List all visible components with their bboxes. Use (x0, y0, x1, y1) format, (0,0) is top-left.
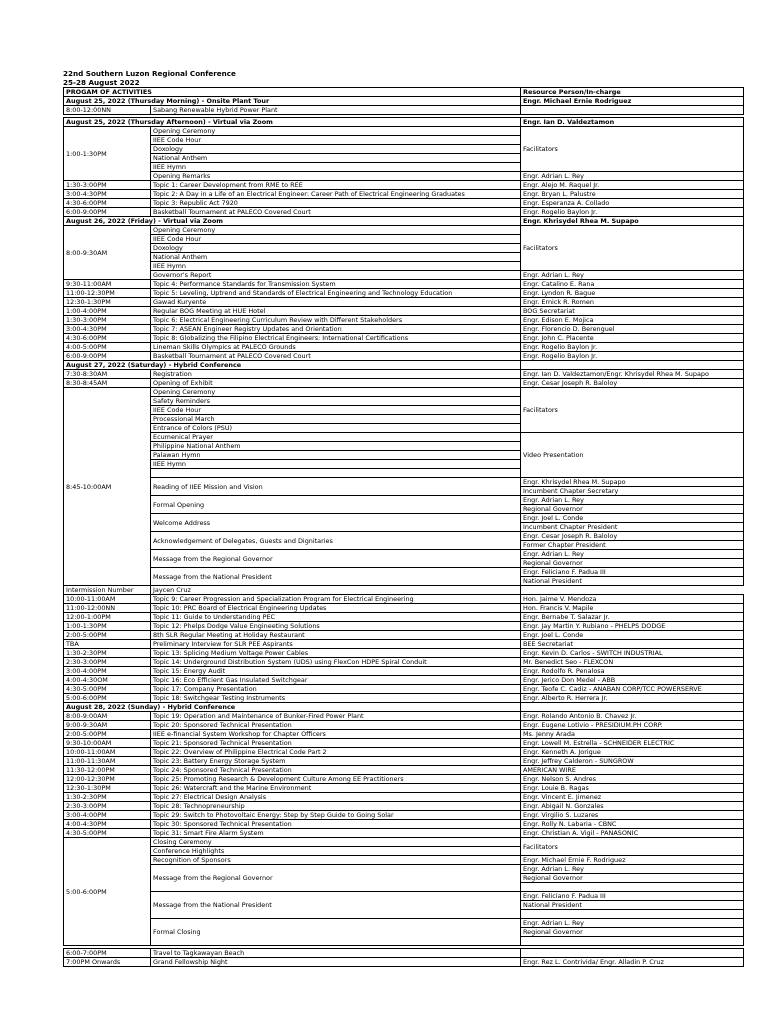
table-row (64, 316, 744, 325)
table-row (64, 343, 744, 352)
time-cell: 12:30-1:30PM (64, 784, 151, 793)
resource-person-cell: Engr. Rodolfo R. Penalosa (521, 667, 744, 676)
table-row (64, 568, 744, 577)
section-person: Engr. Michael Ernie Rodriguez (521, 97, 744, 106)
activity-cell: National Anthem (151, 154, 521, 163)
resource-person-cell: Engr. Bryan L. Palustre (521, 190, 744, 199)
table-row (64, 802, 744, 811)
activity-cell: IIEE e-financial System Workshop for Chapter Officers (151, 730, 521, 739)
activity-cell: Message from the Regional Governor (151, 865, 521, 892)
section-person (521, 703, 744, 712)
time-cell: 6:00-7:00PM (64, 949, 151, 958)
section-label: August 28, 2022 (Sunday) - Hybrid Conference (64, 703, 521, 712)
resource-person-cell: BEE Secretariat (521, 640, 744, 649)
table-row (64, 829, 744, 838)
resource-person-cell: Ms. Jenny Arada (521, 730, 744, 739)
resource-person-cell (521, 937, 744, 946)
activity-cell: Topic 8: Globalizing the Filipino Electrical Engineers: International Certifications (151, 334, 521, 343)
activity-cell: Topic 23: Battery Energy Storage System (151, 757, 521, 766)
activity-cell: Topic 9: Career Progression and Specialization Program for Electrical Engineering (151, 595, 521, 604)
table-row (64, 622, 744, 631)
time-cell: 11:00-12:30PM (64, 289, 151, 298)
time-cell: 1:30-2:30PM (64, 649, 151, 658)
resource-person-cell: Engr. Jay Martin Y. Rubiano - PHELPS DODGE (521, 622, 744, 631)
table-row (64, 379, 744, 388)
resource-person-cell: Engr. Adrian L. Rey (521, 271, 744, 280)
table-row (64, 478, 744, 487)
activity-cell: Message from the Regional Governor (151, 550, 521, 568)
resource-person-cell: Engr. Teofe C. Cadiz - ANABAN CORP/TCC POWERSERVE (521, 685, 744, 694)
resource-person-cell: Mr. Benedict Seo - FLEXCON (521, 658, 744, 667)
table-row (64, 208, 744, 217)
resource-person-cell: Engr. Eugene Lotivio - PRESIDIUM.PH CORP. (521, 721, 744, 730)
resource-person-cell: Engr. Jerico Don Medel - ABB (521, 676, 744, 685)
activity-cell: Topic 4: Performance Standards for Transmission System (151, 280, 521, 289)
table-row (64, 550, 744, 559)
section-label: August 27, 2022 (Saturday) - Hybrid Conference (64, 361, 521, 370)
resource-person-cell: Engr. Esperanza A. Collado (521, 199, 744, 208)
time-cell: 2:00-5:00PM (64, 631, 151, 640)
resource-person-cell: Facilitators (521, 226, 744, 271)
resource-person-cell: Engr. Adrian L. Rey (521, 172, 744, 181)
activity-cell: Lineman Skills Olympics at PALECO Grounds (151, 343, 521, 352)
activity-cell: Topic 22: Overview of Philippine Electrical Code Part 2 (151, 748, 521, 757)
activity-cell: IIEE Code Hour (151, 136, 521, 145)
time-cell: 6:00-9:00PM (64, 352, 151, 361)
resource-person-cell: Regional Governor (521, 874, 744, 883)
activity-cell: Travel to Tagkawayan Beach (151, 949, 521, 958)
resource-person-cell (521, 910, 744, 919)
time-cell: 1:00-1:30PM (64, 622, 151, 631)
activity-cell: Topic 25: Promoting Research & Development Culture Among EE Practitioners (151, 775, 521, 784)
resource-person-cell: Engr. Edison E. Mojica (521, 316, 744, 325)
time-cell: 4:30-6:00PM (64, 334, 151, 343)
resource-person-cell: Hon. Francis V. Mapile (521, 604, 744, 613)
resource-person-cell: Engr. Christian A. Vigil - PANASONIC (521, 829, 744, 838)
resource-person-cell: Engr. Rolly N. Labaria - CBNC (521, 820, 744, 829)
activity-cell: IIEE Hymn (151, 460, 521, 469)
activity-cell: Governor's Report (151, 271, 521, 280)
activity-cell: Doxology (151, 145, 521, 154)
table-row (64, 820, 744, 829)
time-cell: 7:30-8:30AM (64, 370, 151, 379)
table-row (64, 199, 744, 208)
resource-person-cell: Engr. Rez L. Contrivida/ Engr. Alladin P. Cruz (521, 958, 744, 967)
activity-cell: Reading of IIEE Mission and Vision (151, 478, 521, 496)
resource-person-cell: Engr. Rogelio Baylon Jr. (521, 208, 744, 217)
activity-cell: Opening Ceremony (151, 388, 521, 397)
resource-person-cell: Engr. Joel L. Conde (521, 514, 744, 523)
table-row (64, 793, 744, 802)
table-row (64, 352, 744, 361)
table-row (64, 856, 744, 865)
table-row (64, 496, 744, 505)
time-cell: 1:30-2:30PM (64, 793, 151, 802)
time-cell: 11:00-12:00NN (64, 604, 151, 613)
table-row (64, 289, 744, 298)
resource-person-cell: Facilitators (521, 838, 744, 856)
time-cell: 10:00-11:00AM (64, 748, 151, 757)
resource-person-cell: Engr. Cesar Joseph R. Baloloy (521, 532, 744, 541)
activity-cell: Ecumenical Prayer (151, 433, 521, 442)
activity-cell: Topic 7: ASEAN Engineer Registry Updates and Orientation (151, 325, 521, 334)
resource-person-cell: Hon. Jaime V. Mendoza (521, 595, 744, 604)
activity-cell: 8th SLR Regular Meeting at Holiday Restaurant (151, 631, 521, 640)
time-cell: TBA (64, 640, 151, 649)
resource-person-cell: Former Chapter President (521, 541, 744, 550)
resource-person-cell: Engr. Nelson S. Andres (521, 775, 744, 784)
resource-person-cell: Engr. Khrisydel Rhea M. Supapo (521, 478, 744, 487)
section-person: Engr. Ian D. Valdeztamon (521, 118, 744, 127)
resource-person-cell: Regional Governor (521, 505, 744, 514)
time-cell: 1:30-3:00PM (64, 181, 151, 190)
table-row (64, 766, 744, 775)
resource-person-cell: Engr. Feliciano F. Padua III (521, 892, 744, 901)
activity-cell: Registration (151, 370, 521, 379)
resource-person-cell: Engr. Rogelio Baylon Jr. (521, 343, 744, 352)
resource-person-cell: Engr. Ian D. Valdeztamon/Engr. Khrisydel Rhea M. Supapo (521, 370, 744, 379)
time-cell: 12:00-12:30PM (64, 775, 151, 784)
time-cell: 9:00-9:30AM (64, 721, 151, 730)
resource-person-cell: Engr. Virgilio S. Luzares (521, 811, 744, 820)
resource-person-cell: Engr. Cesar Joseph R. Baloloy (521, 379, 744, 388)
activity-cell: Gawad Kuryente (151, 298, 521, 307)
table-row (64, 334, 744, 343)
activity-cell: Opening Ceremony (151, 127, 521, 136)
activity-cell: Topic 30: Sponsored Technical Presentation (151, 820, 521, 829)
time-cell: 4:00-4:30OM (64, 676, 151, 685)
table-row (64, 532, 744, 541)
activity-cell: Topic 15: Energy Audit (151, 667, 521, 676)
activity-cell: Topic 17: Company Presentation (151, 685, 521, 694)
table-row (64, 271, 744, 280)
activity-cell: IIEE Code Hour (151, 235, 521, 244)
table-header-row (64, 88, 744, 97)
time-cell: 6:00-9:00PM (64, 208, 151, 217)
table-row (64, 181, 744, 190)
section-label: August 26, 2022 (Friday) - Virtual via Zoom (64, 217, 521, 226)
table-row (64, 694, 744, 703)
resource-person-cell: Engr. Alberto R. Herrera Jr. (521, 694, 744, 703)
activity-cell: Topic 10: PRC Board of Electrical Engineering Updates (151, 604, 521, 613)
resource-person-cell: Engr. Jeffrey Calderon - SUNGROW (521, 757, 744, 766)
activity-cell: Formal Opening (151, 496, 521, 514)
time-cell: 8:00-9:00AM (64, 712, 151, 721)
resource-person-cell: Engr. Lowell M. Estrella - SCHNEIDER ELECTRIC (521, 739, 744, 748)
table-row (64, 949, 744, 958)
activity-cell: Preliminary Interview for SLR PEE Aspirants (151, 640, 521, 649)
time-cell: 8:00-12:00NN (64, 106, 151, 115)
table-row (64, 649, 744, 658)
time-cell: 4:30-5:00PM (64, 685, 151, 694)
activity-cell: Topic 12: Phelps Dodge Value Engineeting Solutions (151, 622, 521, 631)
table-row (64, 433, 744, 442)
table-row (64, 388, 744, 397)
time-cell: 5:00-6:00PM (64, 694, 151, 703)
document-page (63, 69, 743, 967)
activity-cell: Palawan Hymn (151, 451, 521, 460)
resource-person-cell: Engr. Rogelio Baylon Jr. (521, 352, 744, 361)
table-row (64, 307, 744, 316)
table-row (64, 685, 744, 694)
resource-person-cell: Engr. Florencio D. Berenguel (521, 325, 744, 334)
time-cell: 10:00-11:00AM (64, 595, 151, 604)
resource-person-cell: Engr. Adrian L. Rey (521, 550, 744, 559)
time-cell: 2:30-3:00PM (64, 802, 151, 811)
time-cell: 12:00-1:00PM (64, 613, 151, 622)
time-cell: 1:00-4:00PM (64, 307, 151, 316)
activity-cell: IIEE Hymn (151, 163, 521, 172)
resource-person-cell: Engr. Abigail N. Gonzales (521, 802, 744, 811)
resource-person-cell: Engr. Kenneth A. Jorigue (521, 748, 744, 757)
resource-person-cell: Engr. Lyndon R. Bague (521, 289, 744, 298)
activity-cell: Recognition of Sponsors (151, 856, 521, 865)
activity-cell: Message from the National President (151, 892, 521, 919)
resource-person-cell: AMERICAN WIRE (521, 766, 744, 775)
resource-person-cell: Engr. Kevin D. Carlos - SWITCH INDUSTRIAL (521, 649, 744, 658)
time-cell: 7:00PM Onwards (64, 958, 151, 967)
resource-person-cell: Regional Governor (521, 928, 744, 937)
activity-cell: Topic 2: A Day in a Life of an Electrical Engineer: Career Path of Electrical Engineering Graduates (151, 190, 521, 199)
activity-cell: IIEE Hymn (151, 262, 521, 271)
table-row (64, 631, 744, 640)
time-cell: 1:00-1:30PM (64, 127, 151, 181)
table-row (64, 775, 744, 784)
document-dates: 25-28 August 2022 (63, 78, 140, 87)
time-cell: 11:00-11:30AM (64, 757, 151, 766)
time-cell: 4:30-6:00PM (64, 199, 151, 208)
activity-cell: Topic 16: Eco Efficient Gas Insulated Switchgear (151, 676, 521, 685)
activity-cell: Entrance of Colors (PSU) (151, 424, 521, 433)
activity-cell: Doxology (151, 244, 521, 253)
section-person: Engr. Khrisydel Rhea M. Supapo (521, 217, 744, 226)
resource-person-cell (521, 883, 744, 892)
table-row (64, 757, 744, 766)
table-row (64, 712, 744, 721)
resource-person-cell (521, 949, 744, 958)
section-label: August 25, 2022 (Thursday Morning) - Onsite Plant Tour (64, 97, 521, 106)
section-header-row (64, 97, 744, 106)
table-row (64, 958, 744, 967)
time-cell: 3:00-4:00PM (64, 811, 151, 820)
activity-cell: Topic 1: Career Development from RME to REE (151, 181, 521, 190)
activity-cell: National Anthem (151, 253, 521, 262)
table-row (64, 676, 744, 685)
table-row (64, 595, 744, 604)
activity-cell: Opening of Exhibit (151, 379, 521, 388)
activity-cell: Message from the National President (151, 568, 521, 586)
resource-person-cell: Regional Governor (521, 559, 744, 568)
resource-person-cell: Incumbent Chapter Secretary (521, 487, 744, 496)
program-table (63, 87, 744, 967)
activity-cell: Topic 5: Leveling, Uptrend and Standards of Electrical Engineering and Technology Education (151, 289, 521, 298)
resource-person-cell: Engr. Joel L. Conde (521, 631, 744, 640)
time-cell: 4:00-4:30PM (64, 820, 151, 829)
resource-person-cell (521, 106, 744, 115)
table-row (64, 613, 744, 622)
activity-cell: Intermission Number (64, 586, 151, 595)
time-cell: 4:30-5:00PM (64, 829, 151, 838)
section-label: August 25, 2022 (Thursday Afternoon) - Virtual via Zoom (64, 118, 521, 127)
activity-cell (151, 469, 521, 478)
resource-person-cell: Engr. Adrian L. Rey (521, 865, 744, 874)
activity-cell: Topic 11: Guide to Understanding PEC (151, 613, 521, 622)
resource-person-cell: Engr. Michael Ernie F. Rodriguez (521, 856, 744, 865)
activity-cell: Topic 24: Sponsored Technical Presentation (151, 766, 521, 775)
table-row (64, 811, 744, 820)
time-cell: 11:30-12:00PM (64, 766, 151, 775)
time-cell: 9:30-10:00AM (64, 739, 151, 748)
table-row (64, 730, 744, 739)
section-header-row (64, 118, 744, 127)
table-row (64, 280, 744, 289)
table-row (64, 667, 744, 676)
resource-person-cell: Engr. Adrian L. Rey (521, 496, 744, 505)
activity-cell: Basketball Tournament at PALECO Covered Court (151, 208, 521, 217)
resource-person-cell: Engr. Bernabe T. Salazar Jr. (521, 613, 744, 622)
time-cell: 2:30-3:00PM (64, 658, 151, 667)
table-row (64, 892, 744, 901)
resource-person-cell: Engr. Louie B. Ragas (521, 784, 744, 793)
table-row (64, 658, 744, 667)
activity-cell: Welcome Address (151, 514, 521, 532)
activity-cell: Regular BOG Meeting at HUE Hotel (151, 307, 521, 316)
table-row (64, 106, 744, 115)
activity-cell: Topic 21: Sponsored Technical Presentation (151, 739, 521, 748)
table-row (64, 721, 744, 730)
time-cell: 8:30-8:45AM (64, 379, 151, 388)
section-header-row (64, 361, 744, 370)
resource-person-cell: BOG Secretariat (521, 307, 744, 316)
activity-cell: Conference Highlights (151, 847, 521, 856)
activity-cell: Philippine National Anthem (151, 442, 521, 451)
resource-person-cell: National President (521, 901, 744, 910)
activity-cell: Sabang Renewable Hybrid Power Plant (151, 106, 521, 115)
resource-person-cell: Engr. John C. Placente (521, 334, 744, 343)
activity-cell: Topic 3: Republic Act 7920 (151, 199, 521, 208)
time-cell: 3:00-4:30PM (64, 190, 151, 199)
time-cell: 8:00-9:30AM (64, 226, 151, 280)
time-cell: 8:45-10:00AM (64, 388, 151, 586)
table-row (64, 226, 744, 235)
activity-cell: Grand Fellowship Night (151, 958, 521, 967)
resource-person-cell: Engr. Adrian L. Rey (521, 919, 744, 928)
table-row (64, 640, 744, 649)
activity-cell: Topic 29: Switch to Photovoltaic Energy: Step by Step Guide to Going Solar (151, 811, 521, 820)
time-cell: 2:00-5:00PM (64, 730, 151, 739)
table-row (64, 190, 744, 199)
header-program: PROGAM OF ACTIVITIES (64, 88, 521, 97)
table-row (64, 838, 744, 847)
resource-person-cell: Engr. Catalino E. Rana (521, 280, 744, 289)
time-cell: 1:30-3:00PM (64, 316, 151, 325)
table-row (64, 298, 744, 307)
section-header-row (64, 217, 744, 226)
table-row (64, 784, 744, 793)
table-row (64, 514, 744, 523)
activity-cell: Formal Closing (151, 919, 521, 946)
time-cell: 4:00-5:00PM (64, 343, 151, 352)
table-row (64, 865, 744, 874)
table-row (64, 919, 744, 928)
program-table-body (64, 88, 744, 967)
resource-person-cell: Incumbent Chapter President (521, 523, 744, 532)
table-row (64, 127, 744, 136)
table-row (64, 325, 744, 334)
resource-person-cell: National President (521, 577, 744, 586)
activity-cell: Topic 26: Watercraft and the Marine Environment (151, 784, 521, 793)
activity-cell: Topic 20: Sponsored Technical Presentation (151, 721, 521, 730)
activity-cell: Topic 27: Electrical Design Analysis (151, 793, 521, 802)
time-cell: 3:00-4:00PM (64, 667, 151, 676)
activity-cell: Topic 6: Electrical Engineering Curriculum Review with Different Stakeholders (151, 316, 521, 325)
section-person (521, 361, 744, 370)
time-cell: 3:00-4:30PM (64, 325, 151, 334)
resource-person-cell: Engr. Rolando Antonio B. Chavez Jr. (521, 712, 744, 721)
resource-person-cell: Engr. Vincent E. Jimenez (521, 793, 744, 802)
activity-cell: Topic 18: Switchgear Testing Instruments (151, 694, 521, 703)
resource-person-cell: Video Presentation (521, 433, 744, 478)
activity-cell: Safety Reminders (151, 397, 521, 406)
table-row (64, 370, 744, 379)
resource-person-cell: Engr. Feliciano F. Padua III (521, 568, 744, 577)
activity-cell: IIEE Code Hour (151, 406, 521, 415)
header-resource-person: Resource Person/In-charge (521, 88, 744, 97)
document-title: 22nd Southern Luzon Regional Conference (63, 69, 236, 78)
table-row (64, 172, 744, 181)
time-cell: 12:30-1:30PM (64, 298, 151, 307)
activity-cell: Opening Ceremony (151, 226, 521, 235)
resource-person-cell: Jaycen Cruz (151, 586, 521, 595)
resource-person-cell: Engr. Ernick R. Romen (521, 298, 744, 307)
table-row (64, 748, 744, 757)
activity-cell: Basketball Tournament at PALECO Covered Court (151, 352, 521, 361)
activity-cell: Topic 31: Smart Fire Alarm System (151, 829, 521, 838)
section-header-row (64, 703, 744, 712)
activity-cell: Topic 19: Operation and Maintenance of Bunker-Fired Power Plant (151, 712, 521, 721)
activity-cell: Topic 13: Splicing Medium Voltage Power Cables (151, 649, 521, 658)
activity-cell: Acknowledgement of Delegates, Guests and Dignitaries (151, 532, 521, 550)
activity-cell: Topic 28: Technopreneurship (151, 802, 521, 811)
activity-cell: Topic 14: Underground Distribution System (UDS) using FlexCon HDPE Spiral Conduit (151, 658, 521, 667)
table-row (64, 586, 744, 595)
activity-cell: Closing Ceremony (151, 838, 521, 847)
time-cell: 5:00-6:00PM (64, 838, 151, 946)
activity-cell: Opening Remarks (151, 172, 521, 181)
resource-person-cell: Engr. Alejo M. Raquel Jr. (521, 181, 744, 190)
time-cell: 9:30-11:00AM (64, 280, 151, 289)
activity-cell: Processional March (151, 415, 521, 424)
resource-person-cell: Facilitators (521, 388, 744, 433)
resource-person-cell: Facilitators (521, 127, 744, 172)
table-row (64, 604, 744, 613)
table-row (64, 739, 744, 748)
